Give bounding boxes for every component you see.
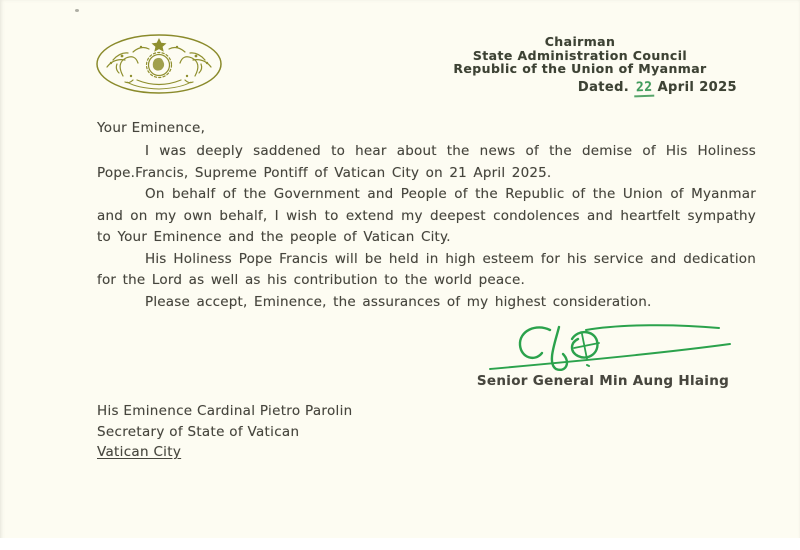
scan-speck xyxy=(75,9,79,12)
paragraph-2: On behalf of the Government and People of the Republic of the Union of Myanmar and on my own behalf, I wish to extend my deepest condolences and heartfelt sympathy to Your Eminence and the people of Vatican City. xyxy=(97,186,756,245)
paragraph-1: I was deeply saddened to hear about the news of the demise of His Holiness Pope.Francis, Supreme Pontiff of Vatican City on 21 April 2025. xyxy=(97,143,756,181)
recipient-title: Secretary of State of Vatican xyxy=(97,423,300,440)
letterhead xyxy=(420,35,740,76)
handwritten-day: 22 xyxy=(634,80,655,98)
date-label: Dated. xyxy=(577,80,630,95)
scan-bottom-edge xyxy=(0,538,800,544)
salutation: Your Eminence, xyxy=(97,120,206,136)
letterhead-title: Chairman xyxy=(544,34,616,49)
recipient-address xyxy=(97,401,352,463)
date-line xyxy=(578,80,737,97)
letterhead-country: Republic of the Union of Myanmar xyxy=(453,61,707,76)
paragraph-4: Please accept, Eminence, the assurances of my highest consideration. xyxy=(145,293,652,310)
date-month-year: April 2025 xyxy=(657,80,737,95)
letterhead-council: State Administration Council xyxy=(472,47,688,63)
myanmar-state-seal-icon xyxy=(93,32,225,96)
signer-name: Senior General Min Aung Hlaing xyxy=(476,373,730,389)
recipient-name: His Eminence Cardinal Pietro Parolin xyxy=(97,403,353,419)
recipient-city: Vatican City xyxy=(97,444,182,460)
letter-body xyxy=(97,141,756,313)
paragraph-3: His Holiness Pope Francis will be held in high esteem for his service and dedication for the Lord as well as his contribution to the world peace. xyxy=(97,250,756,288)
handwritten-signature-icon xyxy=(486,317,734,375)
